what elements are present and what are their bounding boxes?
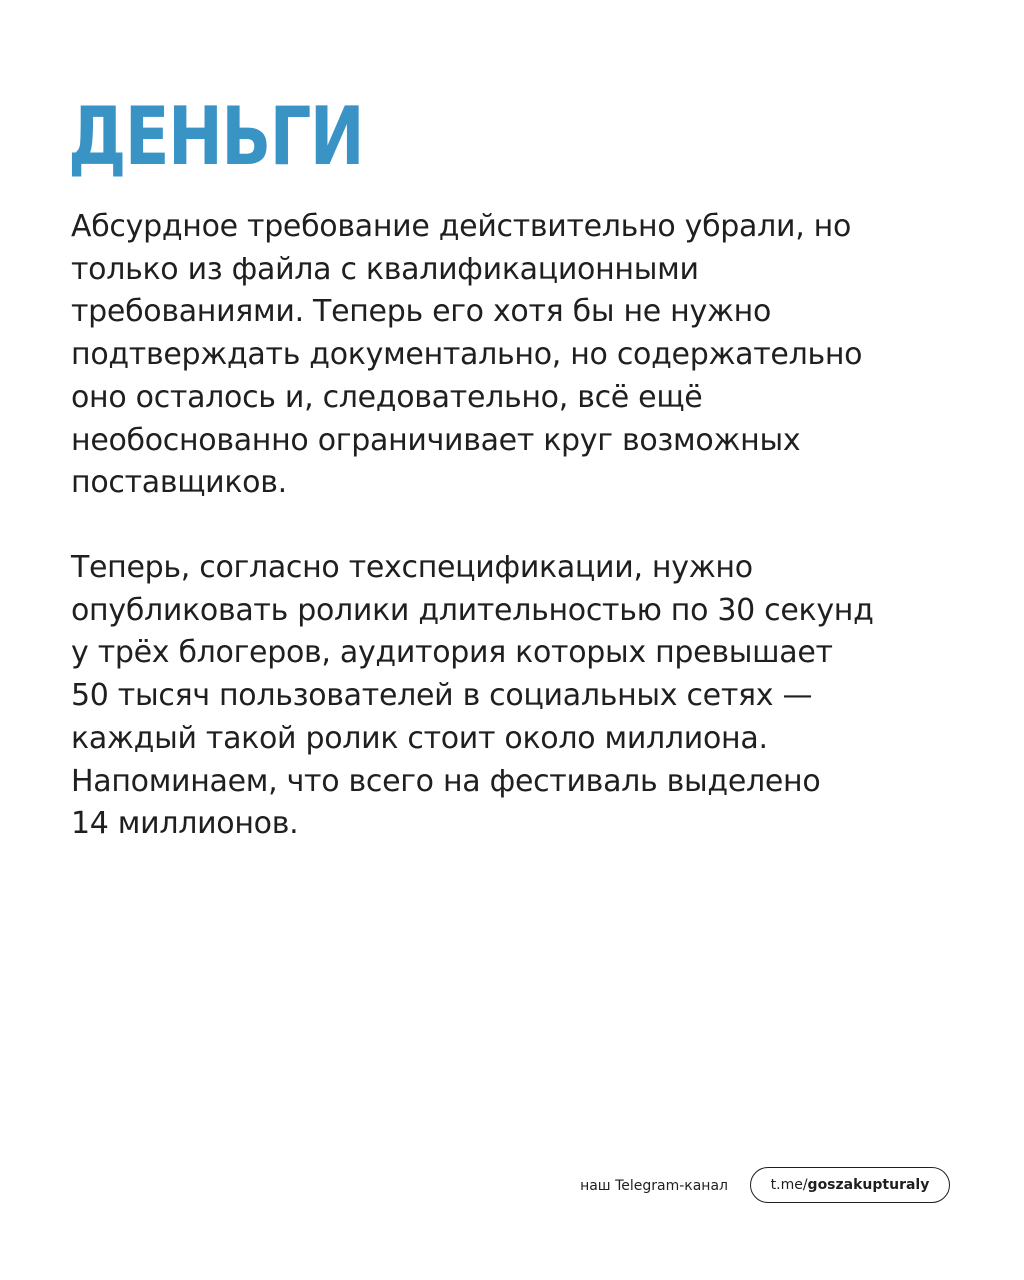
telegram-channel-label: наш Telegram-канал [580, 1178, 728, 1194]
telegram-link-handle: goszakupturaly [807, 1177, 930, 1193]
paragraph-1: Абсурдное требование действительно убрали, но только из файла с квалификационными требованиями. Теперь его хотя бы не нужно подтверждать документально, но содержательно оно осталось и, следовательно, всё ещё необоснованно ограничивает круг возможных поставщиков. [71, 209, 863, 501]
telegram-link-prefix: t.me/ [770, 1177, 808, 1193]
slide-title: ДЕНЬГИ [68, 90, 364, 183]
telegram-channel-link[interactable] [750, 1167, 950, 1203]
paragraph-2: Теперь, согласно техспецификации, нужно опубликовать ролики длительностью по 30 секунд у трёх блогеров, аудитория которых превышает 50 тысяч пользователей в социальных сетях — каждый такой ролик стоит около миллиона. Напоминаем, что всего на фестиваль выделено 14 миллионов. [71, 550, 874, 842]
